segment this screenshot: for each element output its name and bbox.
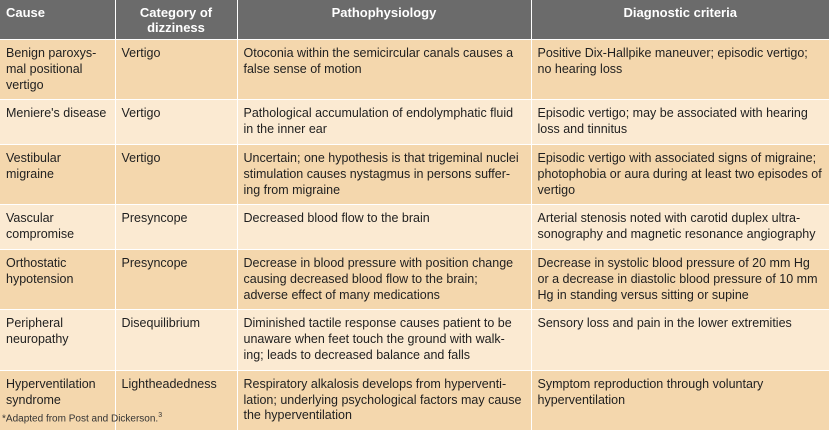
cell-cause: Vestibular migraine xyxy=(0,144,115,204)
cell-category: Vertigo xyxy=(115,100,237,145)
cell-cause: Benign paroxys-mal positional vertigo xyxy=(0,40,115,100)
cell-pathophysiology: Uncertain; one hypothesis is that trigeminal nuclei stimulation causes nystagmus in persons suffer-ing from migraine xyxy=(237,144,531,204)
cell-pathophysiology: Decreased blood flow to the brain xyxy=(237,205,531,250)
cell-category: Presyncope xyxy=(115,249,237,309)
cell-pathophysiology: Respiratory alkalosis develops from hyperventi-lation; underlying psychological factors may cause the hyperventilation xyxy=(237,370,531,430)
cell-pathophysiology: Otoconia within the semicircular canals causes a false sense of motion xyxy=(237,40,531,100)
cell-category: Vertigo xyxy=(115,40,237,100)
footnote-marker: * xyxy=(2,413,6,424)
table-row xyxy=(0,100,829,145)
cell-diagnostic-criteria: Sensory loss and pain in the lower extremities xyxy=(531,310,829,370)
cell-category: Disequilibrium xyxy=(115,310,237,370)
cell-diagnostic-criteria: Episodic vertigo; may be associated with hearing loss and tinnitus xyxy=(531,100,829,145)
cell-cause: Orthostatic hypotension xyxy=(0,249,115,309)
table-row xyxy=(0,249,829,309)
cell-pathophysiology: Diminished tactile response causes patient to be unaware when feet touch the ground with walk-ing; leads to decreased balance and falls xyxy=(237,310,531,370)
table-row xyxy=(0,205,829,250)
footnote-text: Adapted from Post and Dickerson. xyxy=(6,413,158,424)
cell-diagnostic-criteria: Arterial stenosis noted with carotid duplex ultra-sonography and magnetic resonance angiography xyxy=(531,205,829,250)
footnote-reference: 3 xyxy=(158,412,162,419)
table-row xyxy=(0,144,829,204)
cell-diagnostic-criteria: Decrease in systolic blood pressure of 20 mm Hg or a decrease in diastolic blood pressure of 10 mm Hg in standing versus sitting or supine xyxy=(531,249,829,309)
cell-category: Lightheadedness xyxy=(115,370,237,430)
cell-diagnostic-criteria: Positive Dix-Hallpike maneuver; episodic vertigo; no hearing loss xyxy=(531,40,829,100)
table-header-row xyxy=(0,0,829,40)
cell-pathophysiology: Decrease in blood pressure with position change causing decreased blood flow to the brain; adverse effect of many medications xyxy=(237,249,531,309)
cell-category: Vertigo xyxy=(115,144,237,204)
footnote xyxy=(2,412,162,424)
cell-category: Presyncope xyxy=(115,205,237,250)
cell-pathophysiology: Pathological accumulation of endolymphatic fluid in the inner ear xyxy=(237,100,531,145)
header-cause: Cause xyxy=(0,0,115,40)
cell-cause: Hyperventilation syndrome xyxy=(0,370,115,430)
cell-cause: Vascular compromise xyxy=(0,205,115,250)
table-row xyxy=(0,40,829,100)
header-pathophysiology: Pathophysiology xyxy=(237,0,531,40)
cell-diagnostic-criteria: Episodic vertigo with associated signs of migraine; photophobia or aura during at least two episodes of vertigo xyxy=(531,144,829,204)
cell-cause: Peripheral neuropathy xyxy=(0,310,115,370)
cell-cause: Meniere's disease xyxy=(0,100,115,145)
table-row xyxy=(0,310,829,370)
table-body xyxy=(0,40,829,430)
cell-diagnostic-criteria: Symptom reproduction through voluntary hyperventilation xyxy=(531,370,829,430)
header-category: Category of dizziness xyxy=(115,0,237,40)
header-diagnostic-criteria: Diagnostic criteria xyxy=(531,0,829,40)
